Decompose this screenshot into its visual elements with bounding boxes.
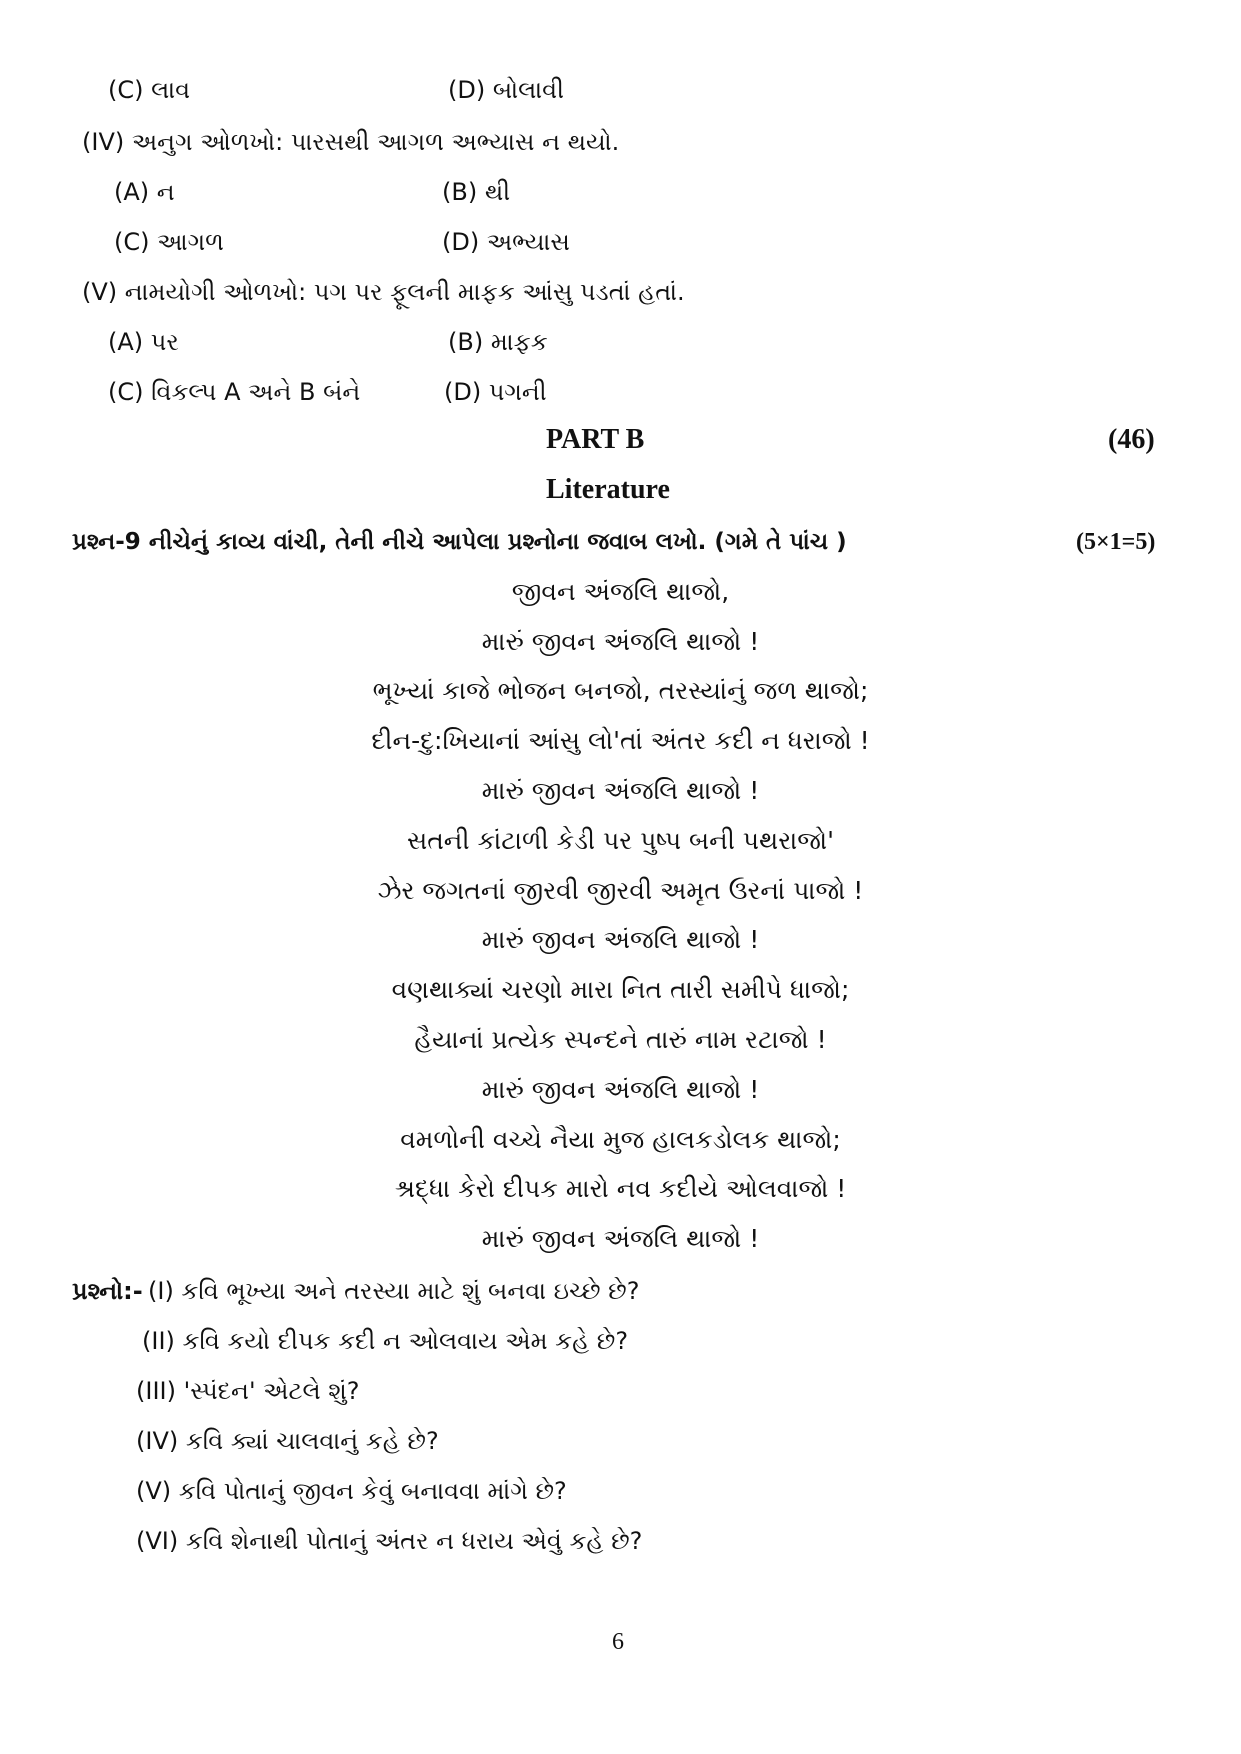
q5-option-d: (D) પગની bbox=[444, 378, 547, 406]
q5-option-c: (C) વિકલ્પ A અને B બંને bbox=[108, 378, 361, 406]
prev-option-d: (D) બોલાવી bbox=[448, 76, 564, 104]
poem-line: વમળોની વચ્ચે નૈયા મુજ હાલકડોલક થાજો; bbox=[400, 1125, 841, 1154]
q4-option-a: (A) ન bbox=[114, 178, 175, 206]
literature-subtitle: Literature bbox=[546, 474, 670, 505]
poem-line: મારું જીવન અંજલિ થાજો ! bbox=[481, 1075, 760, 1104]
question-item: (I) કવિ ભૂખ્યા અને તરસ્યા માટે શું બનવા ઇચ્છે છે? bbox=[148, 1277, 640, 1305]
poem-line: મારું જીવન અંજલિ થાજો ! bbox=[481, 627, 760, 656]
question-9-heading: પ્રશ્ન-9 નીચેનું કાવ્ય વાંચી, તેની નીચે આપેલા પ્રશ્નોના જવાબ લખો. (ગમે તે પાંચ ) bbox=[72, 529, 847, 555]
poem-line: જીવન અંજલિ થાજો, bbox=[511, 577, 730, 606]
question-iv: (IV) અનુગ ઓળખો: પારસથી આગળ અભ્યાસ ન થયો. bbox=[82, 128, 620, 156]
poem-line: વણથાક્યાં ચરણો મારા નિત તારી સમીપે ધાજો; bbox=[391, 975, 850, 1004]
q5-option-b: (B) માફક bbox=[448, 328, 548, 356]
poem-line: મારું જીવન અંજલિ થાજો ! bbox=[481, 925, 760, 954]
question-item: (V) કવિ પોતાનું જીવન કેવું બનાવવા માંગે છે? bbox=[136, 1477, 567, 1505]
question-item: (III) 'સ્પંદન' એટલે શું? bbox=[136, 1377, 360, 1405]
q4-option-c: (C) આગળ bbox=[114, 228, 224, 256]
poem-line: મારું જીવન અંજલિ થાજો ! bbox=[481, 776, 760, 805]
question-item: (II) કવિ કયો દીપક કદી ન ઓલવાય એમ કહે છે? bbox=[142, 1327, 629, 1355]
poem-line: શ્રદ્ધા કેરો દીપક મારો નવ કદીયે ઓલવાજો ! bbox=[394, 1174, 847, 1203]
page-number: 6 bbox=[612, 1629, 624, 1655]
poem-line: હૈયાનાં પ્રત્યેક સ્પન્દને તારું નામ રટાજો ! bbox=[414, 1025, 827, 1054]
q4-option-b: (B) થી bbox=[442, 178, 511, 206]
question-item: (IV) કવિ ક્યાં ચાલવાનું કહે છે? bbox=[136, 1427, 439, 1455]
part-b-marks: (46) bbox=[1108, 424, 1155, 455]
part-b-title: PART B bbox=[546, 424, 645, 455]
question-v: (V) નામયોગી ઓળખો: પગ પર ફૂલની માફક આંસુ પડતાં હતાં. bbox=[82, 278, 685, 306]
question-9-marks: (5×1=5) bbox=[1076, 529, 1156, 555]
poem-line: ભૂખ્યાં કાજે ભોજન બનજો, તરસ્યાંનું જળ થાજો; bbox=[372, 676, 869, 705]
poem-line: દીન-દુ:ખિયાનાં આંસુ લો'તાં અંતર કદી ન ધરાજો ! bbox=[371, 726, 870, 755]
poem-line: ઝેર જગતનાં જીરવી જીરવી અમૃત ઉરનાં પાજો ! bbox=[377, 876, 864, 905]
poem-line: મારું જીવન અંજલિ થાજો ! bbox=[481, 1224, 760, 1253]
question-item: (VI) કવિ શેનાથી પોતાનું અંતર ન ધરાય એવું કહે છે? bbox=[136, 1527, 643, 1555]
prev-option-c: (C) લાવ bbox=[108, 76, 191, 104]
poem-line: સતની કાંટાળી કેડી પર પુષ્પ બની પથરાજો' bbox=[406, 826, 835, 855]
q4-option-d: (D) અભ્યાસ bbox=[442, 228, 570, 256]
questions-label: પ્રશ્નો:- bbox=[72, 1277, 143, 1305]
q5-option-a: (A) પર bbox=[108, 328, 179, 356]
